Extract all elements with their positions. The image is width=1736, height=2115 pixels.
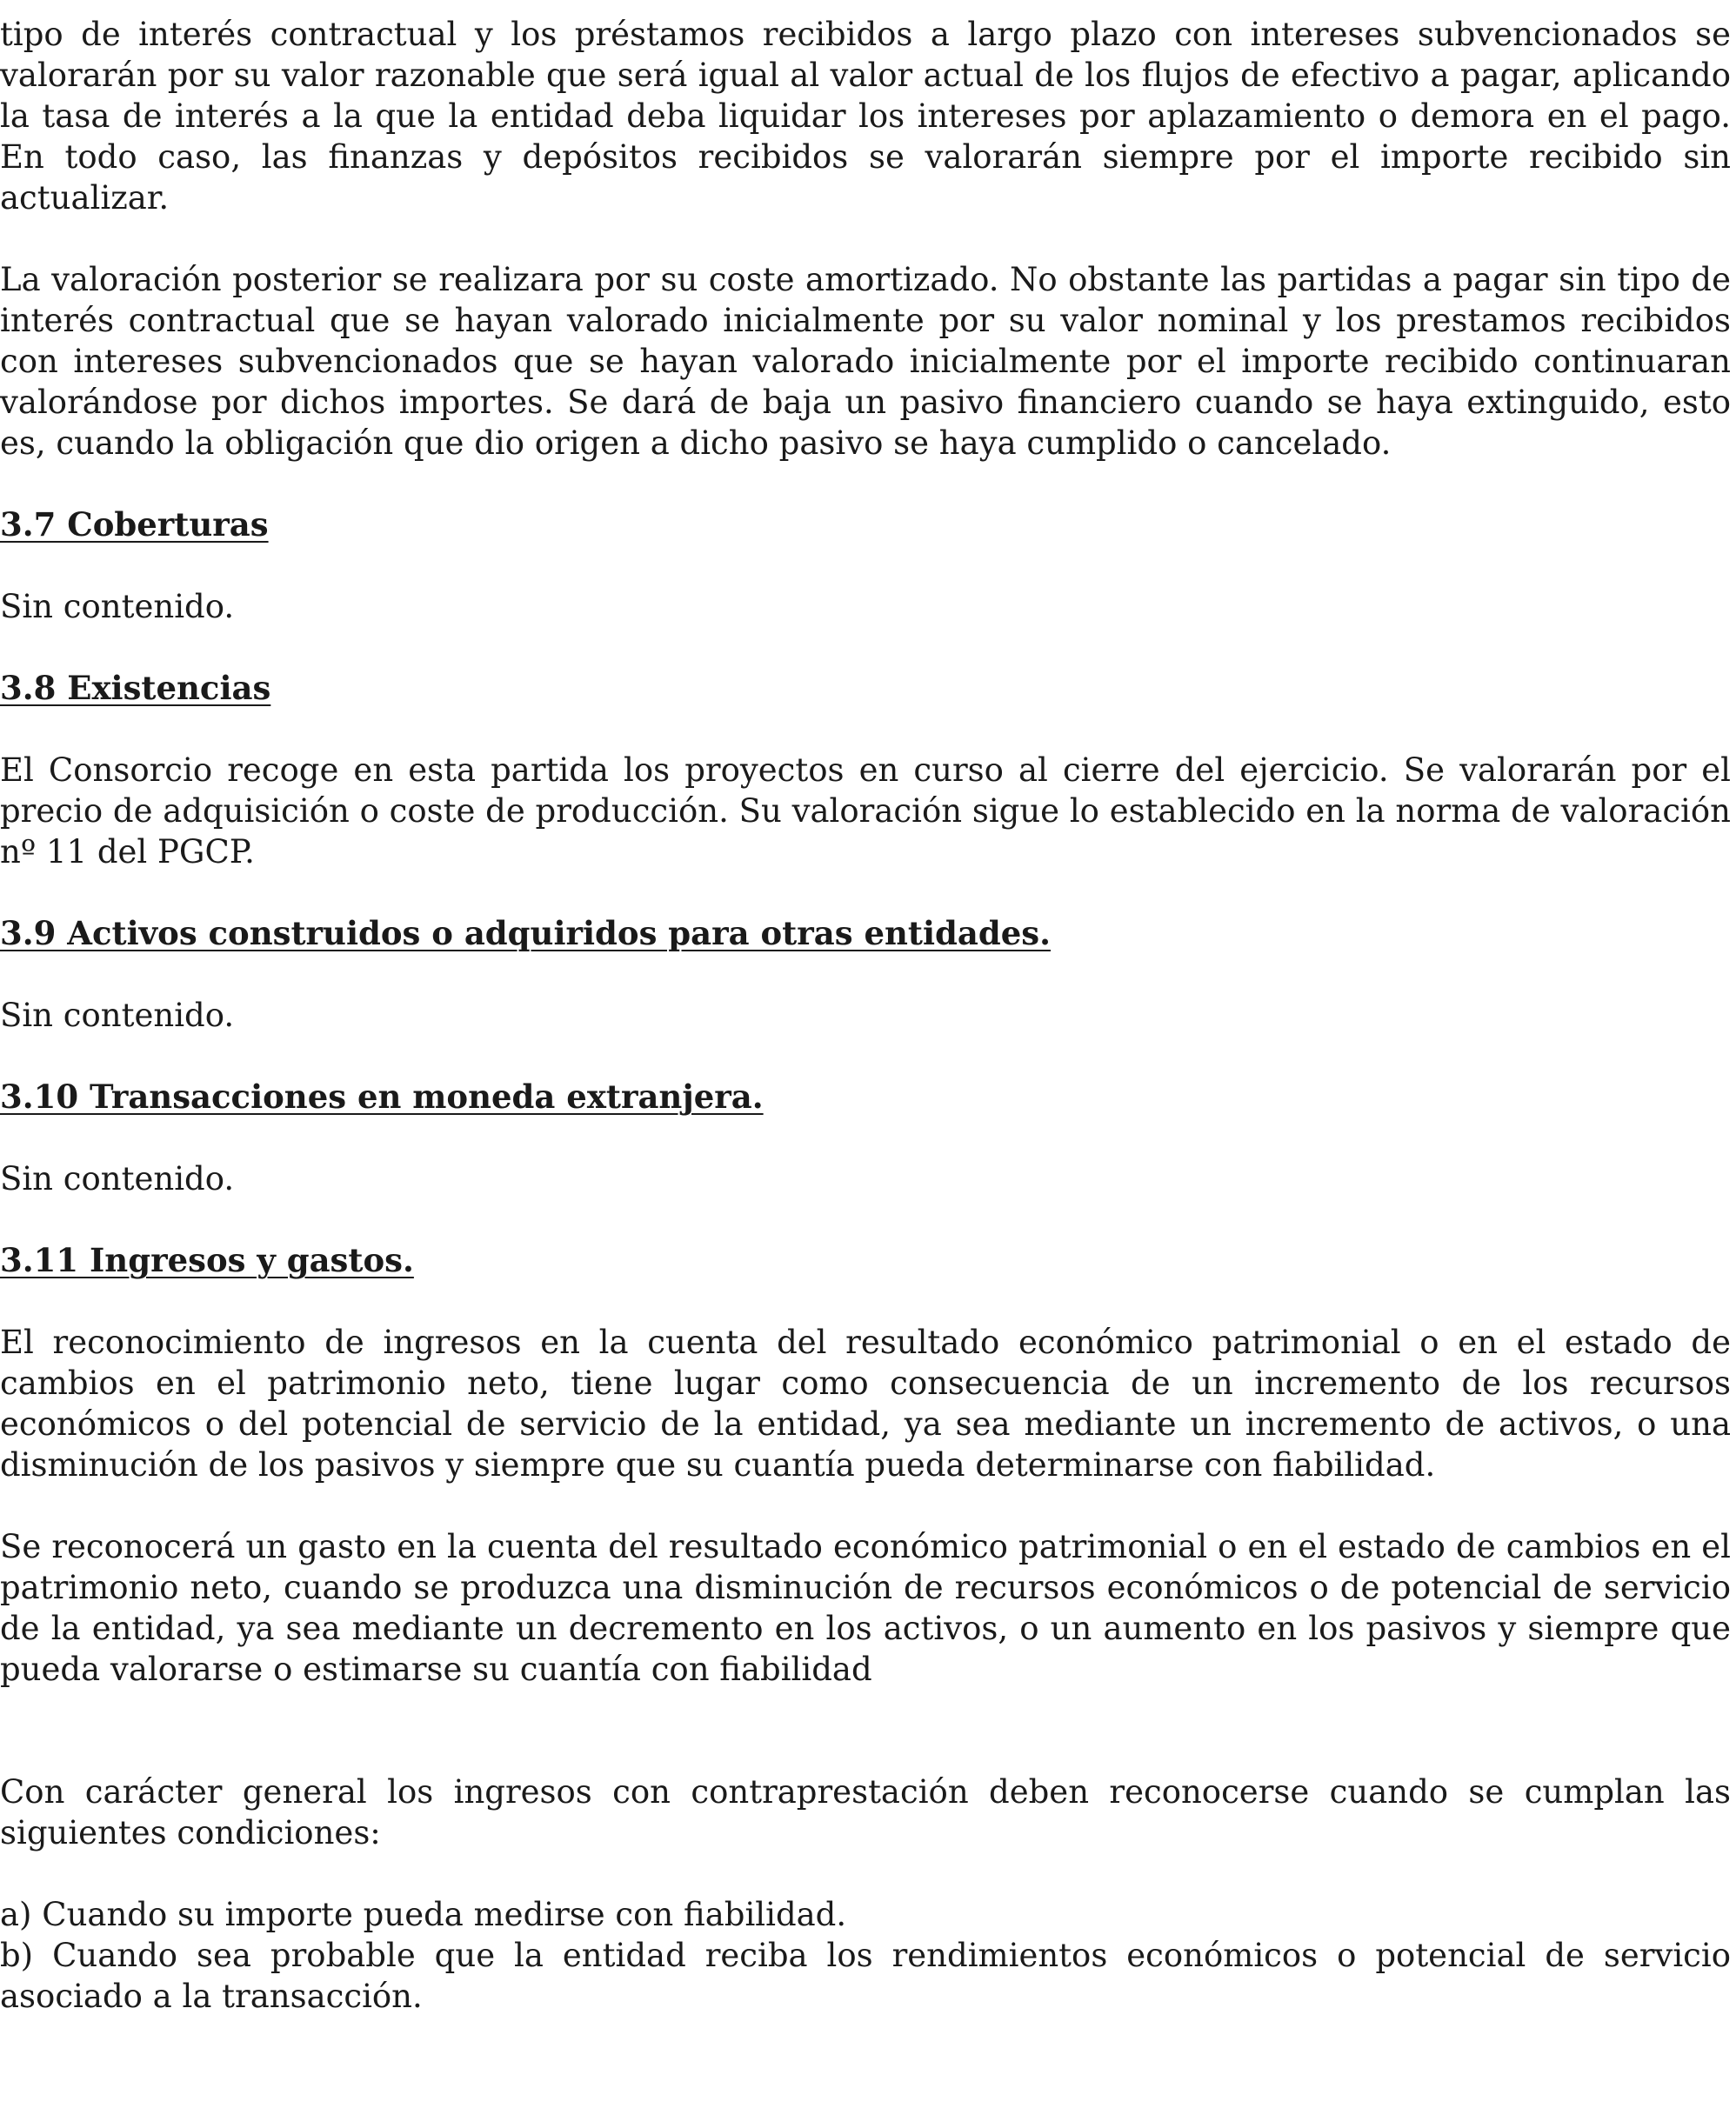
section-heading-coberturas: 3.7 Coberturas — [0, 505, 269, 544]
list-item-condicion-b: b) Cuando sea probable que la entidad reciba los rendimientos económicos o potencial de servicio asociado a la transacción. — [0, 1937, 1731, 2015]
paragraph-pasivos-valoracion-posterior: La valoración posterior se realizara por su coste amortizado. No obstante las partidas a pagar sin tipo de interés contractual que se hayan valorado inicialmente por su valor nominal y los prestamos recibidos con intereses subvencionados que se hayan valorado inicialmente por el importe recibido continuaran valorándose por dichos importes. Se dará de baja un pasivo financiero cuando se haya extinguido, esto es, cuando la obligación que dio origen a dicho pasivo se haya cumplido o cancelado. — [0, 261, 1731, 462]
section-heading-existencias: 3.8 Existencias — [0, 669, 271, 707]
section-heading-moneda-extranjera: 3.10 Transacciones en moneda extranjera. — [0, 1078, 764, 1116]
paragraph-pasivos-valoracion-inicial: tipo de interés contractual y los préstamos recibidos a largo plazo con intereses subvencionados se valorarán por su valor razonable que será igual al valor actual de los flujos de efectivo a pagar, aplicando la tasa de interés a la que la entidad deba liquidar los intereses por aplazamiento o demora en el pago. En todo caso, las finanzas y depósitos recibidos se valorarán siempre por el importe recibido sin actualizar. — [0, 16, 1731, 217]
paragraph-reconocimiento-ingresos: El reconocimiento de ingresos en la cuenta del resultado económico patrimonial o en el estado de cambios en el patrimonio neto, tiene lugar como consecuencia de un incremento de los recursos económicos o del potencial de servicio de la entidad, ya sea mediante un incremento de activos, o una disminución de los pasivos y siempre que su cuantía pueda determinarse con fiabilidad. — [0, 1324, 1731, 1484]
section-text-moneda-extranjera: Sin contenido. — [0, 1160, 235, 1198]
list-item-condicion-a: a) Cuando su importe pueda medirse con fiabilidad. — [0, 1896, 847, 1933]
section-heading-ingresos-gastos: 3.11 Ingresos y gastos. — [0, 1241, 414, 1279]
section-text-coberturas: Sin contenido. — [0, 588, 235, 625]
paragraph-reconocimiento-gastos: Se reconocerá un gasto en la cuenta del resultado económico patrimonial o en el estado de cambios en el patrimonio neto, cuando se produzca una disminución de recursos económicos o de potencial de servicio de la entidad, ya sea mediante un decremento en los activos, o un aumento en los pasivos y siempre que pueda valorarse o estimarse su cuantía con fiabilidad — [0, 1528, 1731, 1688]
paragraph-condiciones-ingresos: Con carácter general los ingresos con contraprestación deben reconocerse cuando se cumplan las siguientes condiciones: — [0, 1773, 1731, 1851]
section-heading-activos-otras-entidades: 3.9 Activos construidos o adquiridos para otras entidades. — [0, 914, 1052, 952]
paragraph-existencias: El Consorcio recoge en esta partida los proyectos en curso al cierre del ejercicio. Se valorarán por el precio de adquisición o coste de producción. Su valoración sigue lo establecido en la norma de valoración nº 11 del PGCP. — [0, 751, 1731, 871]
section-text-activos-otras-entidades: Sin contenido. — [0, 997, 235, 1034]
